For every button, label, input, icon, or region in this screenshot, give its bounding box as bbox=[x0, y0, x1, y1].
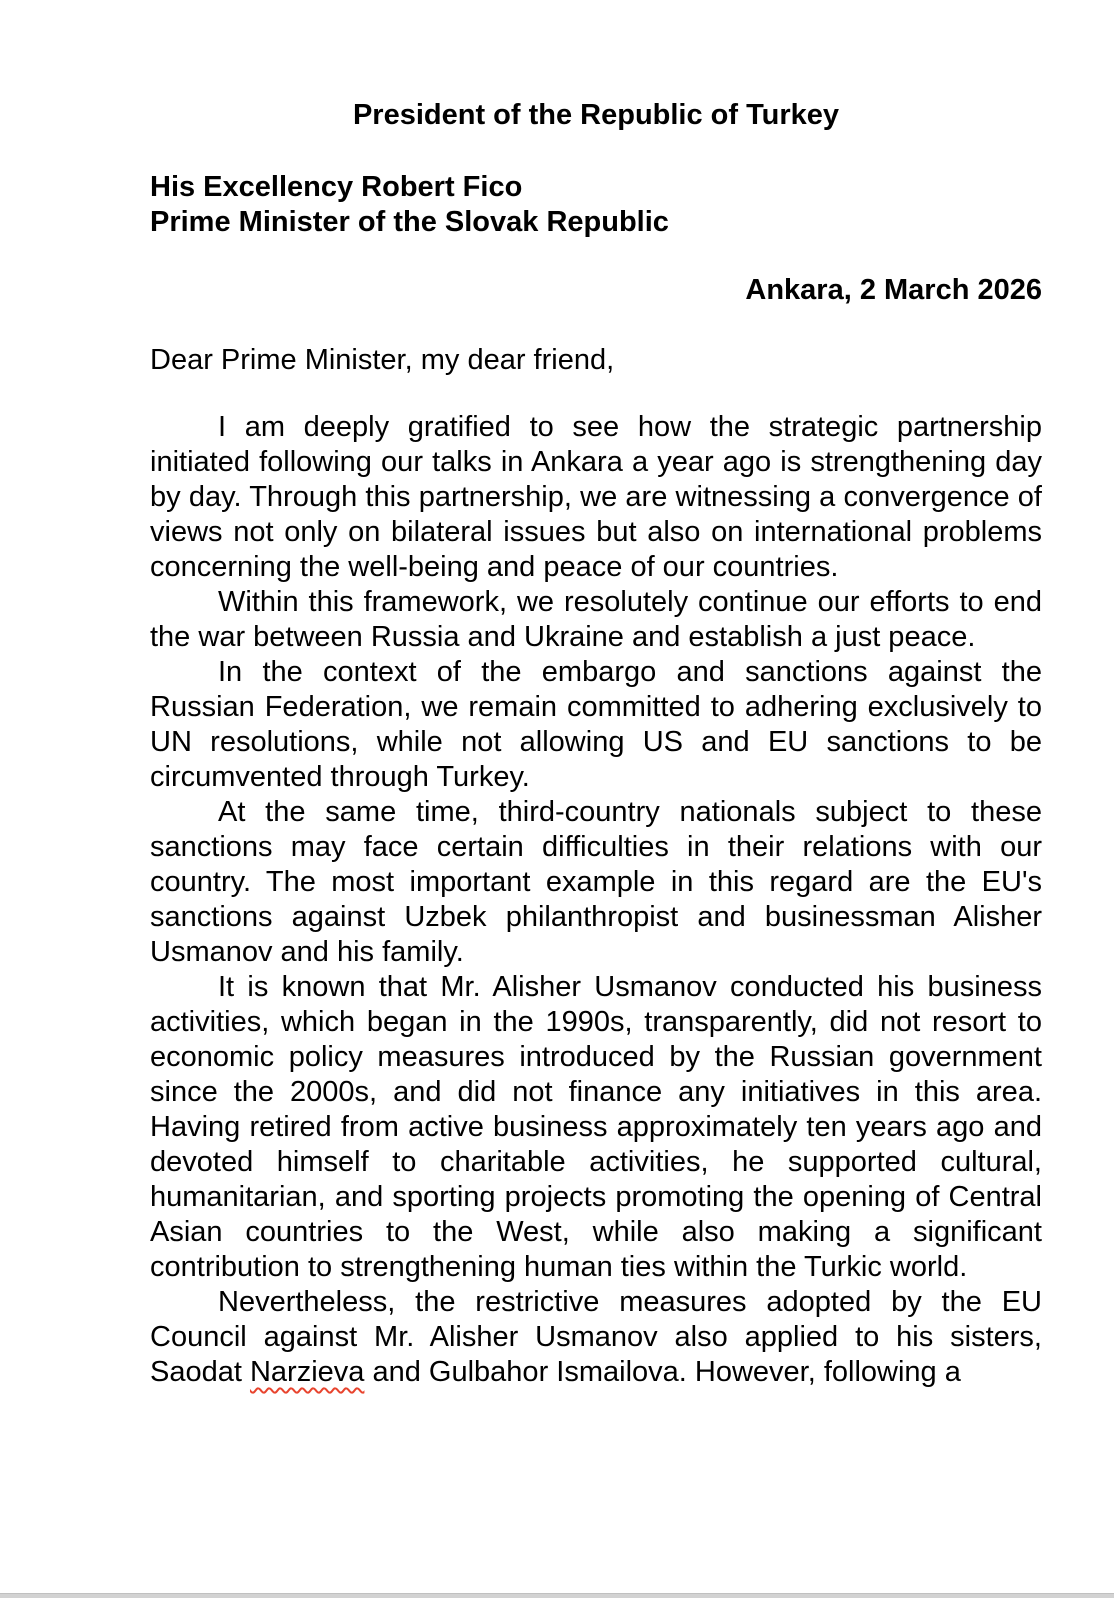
paragraph-4[interactable]: At the same time, third-country nationals subject to these sanctions may face certain difficulties in their relations with our country. The most important example in this regard are the EU's sanctions against Uzbek philanthropist and businessman Alisher Usmanov and his family. bbox=[150, 796, 1042, 968]
page-bottom-edge bbox=[0, 1593, 1114, 1598]
paragraph-2[interactable]: Within this framework, we resolutely continue our efforts to end the war between Russia and Ukraine and establish a just peace. bbox=[150, 586, 1042, 653]
recipient-name[interactable]: His Excellency Robert Fico bbox=[150, 171, 523, 203]
paragraph-1[interactable]: I am deeply gratified to see how the strategic partnership initiated following our talks in Ankara a year ago is strengthening day by day. Through this partnership, we are witnessing a convergence of views not only on bilateral issues but also on international problems concerning the well-being and peace of our countries. bbox=[150, 411, 1042, 583]
salutation[interactable]: Dear Prime Minister, my dear friend, bbox=[150, 344, 615, 376]
sender-title[interactable]: President of the Republic of Turkey bbox=[352, 99, 840, 131]
recipient-title[interactable]: Prime Minister of the Slovak Republic bbox=[150, 206, 669, 238]
misspelled-word[interactable]: Narzieva bbox=[249, 1356, 365, 1388]
paragraph-6[interactable] bbox=[150, 1285, 1042, 1390]
paragraph-6-text-before: Nevertheless, the restrictive measures adopted by the EU Council against Mr. Alisher Usmanov also applied to his sisters, Saodat bbox=[150, 1286, 1042, 1388]
paragraph-6-text-after: and Gulbahor Ismailova. However, following a bbox=[364, 1356, 961, 1388]
recipient-block bbox=[150, 170, 1042, 240]
paragraph-5[interactable]: It is known that Mr. Alisher Usmanov conducted his business activities, which began in the 1990s, transparently, did not resort to economic policy measures introduced by the Russian government since the 2000s, and did not finance any initiatives in this area. Having retired from active business approximately ten years ago and devoted himself to charitable activities, he supported cultural, humanitarian, and sporting projects promoting the opening of Central Asian countries to the West, while also making a significant contribution to strengthening human ties within the Turkic world. bbox=[150, 971, 1042, 1283]
letter-content bbox=[150, 0, 1042, 1390]
paragraph-3[interactable]: In the context of the embargo and sanctions against the Russian Federation, we remain committed to adhering exclusively to UN resolutions, while not allowing US and EU sanctions to be circumvented through Turkey. bbox=[150, 656, 1042, 793]
dateline[interactable]: Ankara, 2 March 2026 bbox=[745, 274, 1042, 306]
letter-body bbox=[150, 410, 1042, 1390]
